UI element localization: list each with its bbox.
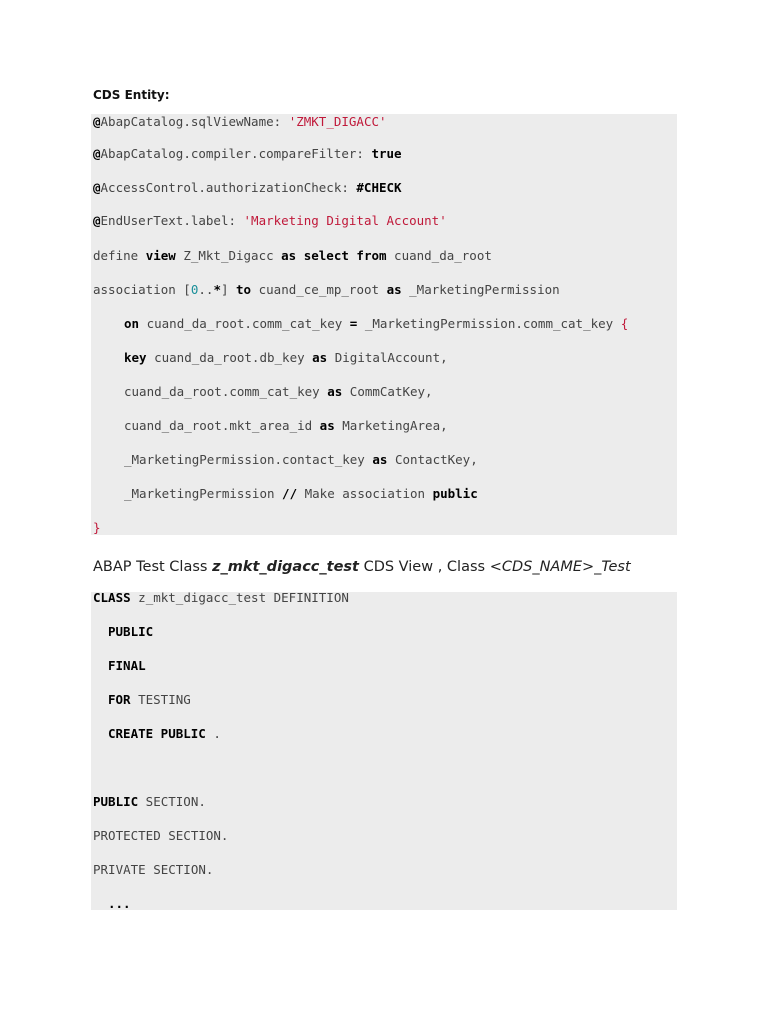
keyword: as [319,418,335,433]
keyword: * [213,282,221,297]
code-text: _MarketingPermission [401,282,560,297]
code-text: cuand_da_root.mkt_area_id [124,418,320,433]
code-text: ContactKey, [387,452,478,467]
keyword: CLASS [93,590,131,605]
class-pattern: <CDS_NAME>_Test [489,559,631,575]
keyword: as [312,350,328,365]
code-line [124,486,478,502]
class-name: z_mkt_digacc_test [212,559,359,575]
code-text: .. [198,282,214,297]
annotation-at: @ [93,213,101,228]
annotation-at: @ [93,146,101,161]
close-brace: } [93,520,101,535]
code-line [124,418,448,434]
code-line [93,828,228,844]
code-text: CommCatKey, [342,384,433,399]
code-line [93,282,560,298]
code-line [93,520,101,536]
abap-test-class-heading [93,559,631,575]
annotation-at: @ [93,180,101,195]
code-text: AbapCatalog.sqlViewName: [100,114,289,129]
string-literal: 'ZMKT_DIGACC' [288,114,387,129]
keyword: FINAL [108,658,146,673]
keyword: PUBLIC [93,794,139,809]
code-text: cuand_ce_mp_root [251,282,387,297]
code-text: EndUserText.label: [100,213,244,228]
code-line [93,146,402,162]
keyword: #CHECK [356,180,402,195]
code-text: MarketingArea, [334,418,448,433]
code-line [108,624,153,640]
code-text: cuand_da_root.comm_cat_key [124,384,328,399]
keyword: key [124,350,147,365]
keyword: public [432,486,478,501]
code-line [108,658,146,674]
keyword: view [145,248,176,263]
code-text: PRIVATE SECTION. [93,862,214,877]
comment-marker: // [282,486,298,501]
code-line [93,213,447,229]
keyword: as [372,452,388,467]
code-text: z_mkt_digacc_test DEFINITION [130,590,349,605]
code-line [93,114,387,130]
keyword: = [349,316,358,331]
string-literal: 'Marketing Digital Account' [243,213,447,228]
code-line [108,896,131,912]
code-line [93,794,206,810]
heading-text: ABAP Test Class [93,559,213,575]
heading-text: CDS View , Class [358,559,490,575]
code-text: _MarketingPermission.contact_key [124,452,373,467]
keyword: PUBLIC [108,624,154,639]
open-brace: { [620,316,629,331]
code-line [124,316,628,332]
code-line [124,452,478,468]
code-text: association [ [93,282,191,297]
code-text: define [93,248,146,263]
code-text: _MarketingPermission [124,486,283,501]
code-text: DigitalAccount, [327,350,448,365]
cds-code-block [91,114,677,535]
code-line [108,692,191,708]
keyword: as [386,282,402,297]
keyword: true [371,146,402,161]
code-line [124,350,448,366]
code-text: . [205,726,221,741]
abap-code-block [91,592,677,910]
code-line [124,384,433,400]
keyword: on [124,316,140,331]
code-text: Make association [297,486,433,501]
keyword: FOR [108,692,131,707]
cds-entity-heading: CDS Entity: [93,88,170,102]
code-text: _MarketingPermission.comm_cat_key [357,316,621,331]
code-line [108,726,221,742]
code-text: cuand_da_root.db_key [146,350,313,365]
code-text: PROTECTED SECTION. [93,828,229,843]
code-text: AbapCatalog.compiler.compareFilter: [100,146,372,161]
keyword: as select from [281,248,387,263]
code-text: TESTING [130,692,191,707]
code-text: SECTION. [138,794,206,809]
code-line [93,180,402,196]
keyword: as [327,384,343,399]
code-line [93,590,349,606]
code-line [93,248,492,264]
code-text: cuand_da_root.comm_cat_key [139,316,350,331]
keyword: to [236,282,252,297]
code-text: ] [220,282,237,297]
code-line [93,862,213,878]
keyword: CREATE PUBLIC [108,726,206,741]
code-text: Z_Mkt_Digacc [175,248,282,263]
code-text: cuand_da_root [386,248,492,263]
ellipsis: ... [108,896,131,911]
code-text: AccessControl.authorizationCheck: [100,180,357,195]
number-literal: 0 [190,282,199,297]
annotation-at: @ [93,114,101,129]
